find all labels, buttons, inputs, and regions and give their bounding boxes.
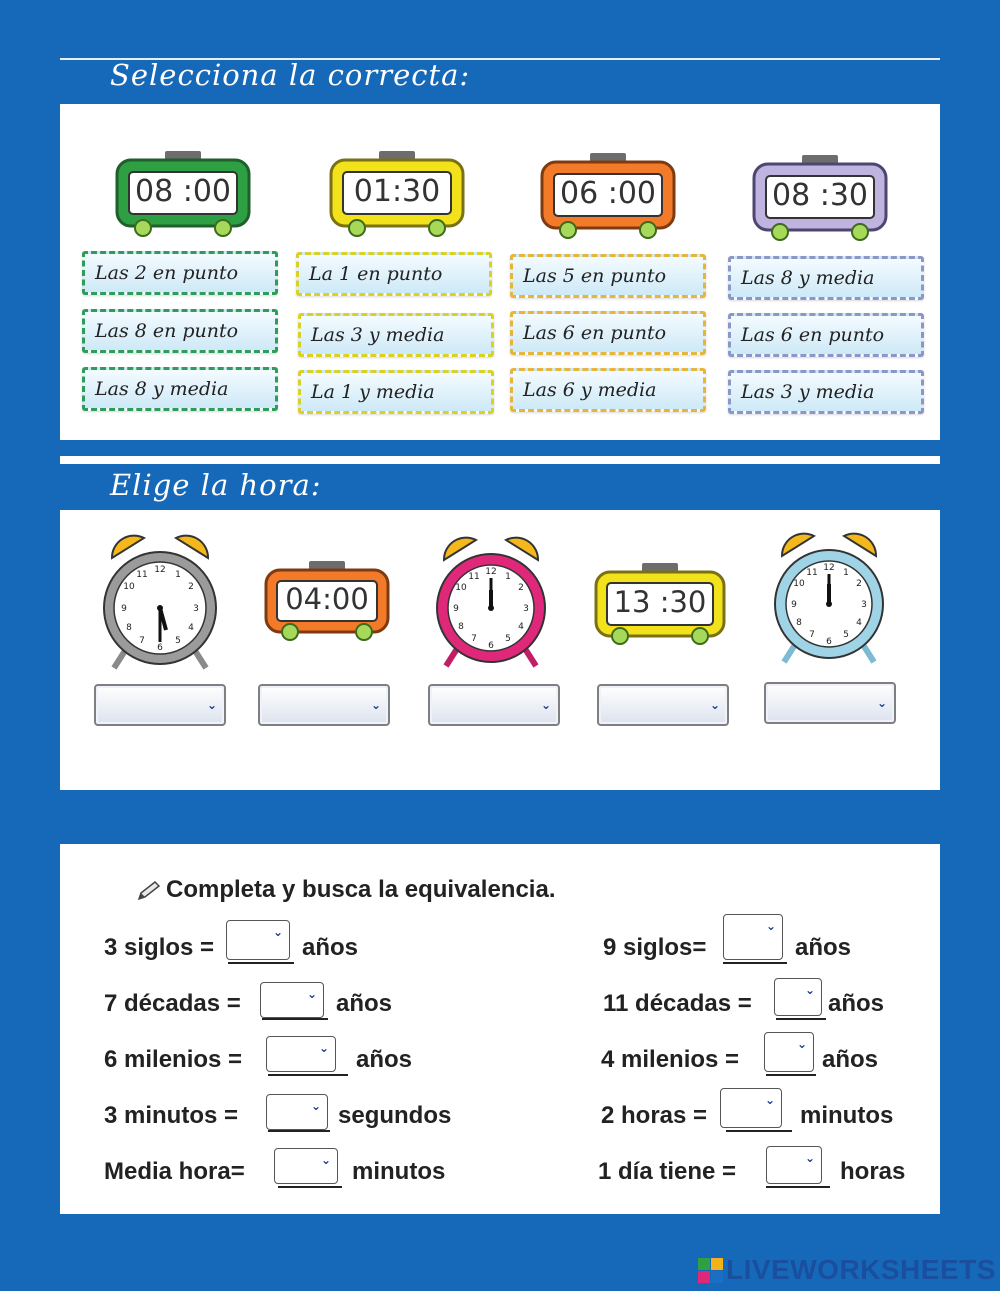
- svg-text:12: 12: [823, 563, 835, 573]
- svg-text:1: 1: [843, 568, 849, 578]
- equivalence-select[interactable]: [764, 1032, 814, 1072]
- equivalence-label: 11 décadas =: [603, 990, 752, 1017]
- chevron-down-icon: ⌄: [306, 987, 317, 1001]
- answer-blank: [776, 1018, 826, 1020]
- digital-time: 08 :30: [772, 178, 868, 213]
- equivalence-select[interactable]: [226, 920, 290, 960]
- svg-text:2: 2: [856, 579, 862, 589]
- equivalence-unit: años: [302, 934, 359, 961]
- option-button[interactable]: Las 5 en punto: [510, 254, 706, 298]
- digital-clock-orange: [262, 558, 392, 642]
- svg-text:11: 11: [136, 570, 148, 580]
- svg-text:5: 5: [505, 634, 511, 644]
- time-select-5[interactable]: [764, 682, 896, 724]
- svg-text:10: 10: [455, 583, 467, 593]
- svg-text:5: 5: [843, 630, 849, 640]
- section2-title: Elige la hora:: [110, 468, 322, 502]
- svg-text:11: 11: [468, 572, 480, 582]
- equivalence-select[interactable]: [274, 1148, 338, 1184]
- equivalence-unit: minutos: [352, 1158, 446, 1185]
- chevron-down-icon: ⌄: [709, 698, 720, 712]
- svg-text:4: 4: [856, 618, 862, 628]
- digital-time: 08 :00: [135, 174, 231, 209]
- equivalence-select[interactable]: [766, 1146, 822, 1184]
- chevron-down-icon: ⌄: [318, 1041, 329, 1055]
- option-button[interactable]: Las 8 y media: [728, 256, 924, 300]
- equivalence-select[interactable]: [723, 914, 783, 960]
- digital-time: 06 :00: [560, 176, 656, 211]
- answer-blank: [262, 1018, 328, 1020]
- chevron-down-icon: ⌄: [804, 983, 815, 997]
- equivalence-unit: horas: [840, 1158, 906, 1185]
- svg-text:9: 9: [453, 604, 459, 614]
- svg-text:6: 6: [488, 641, 494, 651]
- option-button[interactable]: Las 6 y media: [510, 368, 706, 412]
- digital-clock-3: [538, 150, 678, 240]
- analog-clock-blue: [770, 524, 888, 668]
- svg-text:4: 4: [518, 622, 524, 632]
- svg-text:5: 5: [175, 636, 181, 646]
- equivalence-unit: años: [336, 990, 393, 1017]
- svg-text:1: 1: [505, 572, 511, 582]
- svg-text:2: 2: [188, 582, 194, 592]
- svg-text:7: 7: [809, 630, 815, 640]
- answer-blank: [726, 1130, 792, 1132]
- chevron-down-icon: ⌄: [804, 1151, 815, 1165]
- time-select-3[interactable]: [428, 684, 560, 726]
- time-select-1[interactable]: [94, 684, 226, 726]
- option-button[interactable]: Las 8 en punto: [82, 309, 278, 353]
- equivalence-select[interactable]: [260, 982, 324, 1018]
- equivalence-label: 2 horas =: [601, 1102, 708, 1129]
- chevron-down-icon: ⌄: [796, 1037, 807, 1051]
- equivalence-select[interactable]: [266, 1036, 336, 1072]
- chevron-down-icon: ⌄: [876, 696, 887, 710]
- equivalence-label: 1 día tiene =: [598, 1158, 737, 1185]
- section2-top-strip: [60, 456, 940, 464]
- equivalence-label: Media hora=: [104, 1158, 245, 1185]
- equivalence-label: 3 siglos =: [104, 934, 215, 961]
- equivalence-label: 4 milenios =: [601, 1046, 740, 1073]
- equivalence-unit: años: [356, 1046, 413, 1073]
- svg-text:4: 4: [188, 623, 194, 633]
- svg-text:8: 8: [796, 618, 802, 628]
- equivalence-select[interactable]: [720, 1088, 782, 1128]
- equivalence-select[interactable]: [774, 978, 822, 1016]
- equivalence-unit: segundos: [338, 1102, 452, 1129]
- liveworksheets-logo-icon: [698, 1258, 724, 1284]
- svg-text:10: 10: [123, 582, 135, 592]
- equivalence-select[interactable]: [266, 1094, 328, 1130]
- time-select-2[interactable]: [258, 684, 390, 726]
- analog-clock-gray: [98, 526, 222, 674]
- equivalence-label: 6 milenios =: [104, 1046, 243, 1073]
- digital-clock-2: [327, 148, 467, 238]
- svg-text:10: 10: [793, 579, 805, 589]
- digital-time: 01:30: [353, 174, 441, 209]
- chevron-down-icon: ⌄: [370, 698, 381, 712]
- svg-text:12: 12: [485, 567, 497, 577]
- svg-text:11: 11: [806, 568, 818, 578]
- option-button[interactable]: La 1 y media: [298, 370, 494, 414]
- svg-text:9: 9: [121, 604, 127, 614]
- option-button[interactable]: Las 3 y media: [728, 370, 924, 414]
- answer-blank: [723, 962, 787, 964]
- answer-blank: [766, 1074, 816, 1076]
- answer-blank: [268, 1130, 330, 1132]
- equivalence-unit: minutos: [800, 1102, 894, 1129]
- analog-clock-pink: [432, 528, 550, 672]
- svg-text:6: 6: [157, 643, 163, 653]
- svg-text:12: 12: [154, 565, 166, 575]
- svg-text:3: 3: [193, 604, 199, 614]
- svg-text:2: 2: [518, 583, 524, 593]
- equivalence-unit: años: [795, 934, 852, 961]
- svg-text:7: 7: [139, 636, 145, 646]
- svg-text:8: 8: [126, 623, 132, 633]
- chevron-down-icon: ⌄: [764, 1093, 775, 1107]
- answer-blank: [228, 962, 294, 964]
- digital-clock-1: [113, 148, 253, 238]
- chevron-down-icon: ⌄: [310, 1099, 321, 1113]
- option-button[interactable]: Las 6 en punto: [510, 311, 706, 355]
- equivalence-label: 7 décadas =: [104, 990, 241, 1017]
- pencil-icon: [136, 880, 162, 902]
- brand-name: LIVEWORKSHEETS: [726, 1254, 996, 1285]
- option-button[interactable]: Las 3 y media: [298, 313, 494, 357]
- answer-blank: [268, 1074, 348, 1076]
- chevron-down-icon: ⌄: [272, 925, 283, 939]
- svg-text:1: 1: [175, 570, 181, 580]
- digital-clock-yellow: [592, 560, 728, 646]
- svg-text:6: 6: [826, 637, 832, 647]
- chevron-down-icon: ⌄: [206, 698, 217, 712]
- chevron-down-icon: ⌄: [320, 1153, 331, 1167]
- digital-clock-4: [750, 152, 890, 242]
- option-button[interactable]: Las 6 en punto: [728, 313, 924, 357]
- svg-text:3: 3: [523, 604, 529, 614]
- equivalence-label: 3 minutos =: [104, 1102, 239, 1129]
- svg-text:7: 7: [471, 634, 477, 644]
- chevron-down-icon: ⌄: [540, 698, 551, 712]
- option-button[interactable]: La 1 en punto: [296, 252, 492, 296]
- answer-blank: [278, 1186, 342, 1188]
- svg-text:3: 3: [861, 600, 867, 610]
- equivalence-unit: años: [828, 990, 885, 1017]
- digital-time: 04:00: [285, 582, 369, 616]
- option-button[interactable]: Las 2 en punto: [82, 251, 278, 295]
- svg-text:8: 8: [458, 622, 464, 632]
- chevron-down-icon: ⌄: [765, 919, 776, 933]
- answer-blank: [766, 1186, 830, 1188]
- time-select-4[interactable]: [597, 684, 729, 726]
- option-button[interactable]: Las 8 y media: [82, 367, 278, 411]
- svg-text:9: 9: [791, 600, 797, 610]
- digital-time: 13 :30: [613, 585, 707, 619]
- section1-title: Selecciona la correcta:: [110, 58, 471, 92]
- equivalence-label: 9 siglos=: [603, 934, 707, 961]
- section3-subtitle: Completa y busca la equivalencia.: [166, 876, 556, 903]
- equivalence-unit: años: [822, 1046, 879, 1073]
